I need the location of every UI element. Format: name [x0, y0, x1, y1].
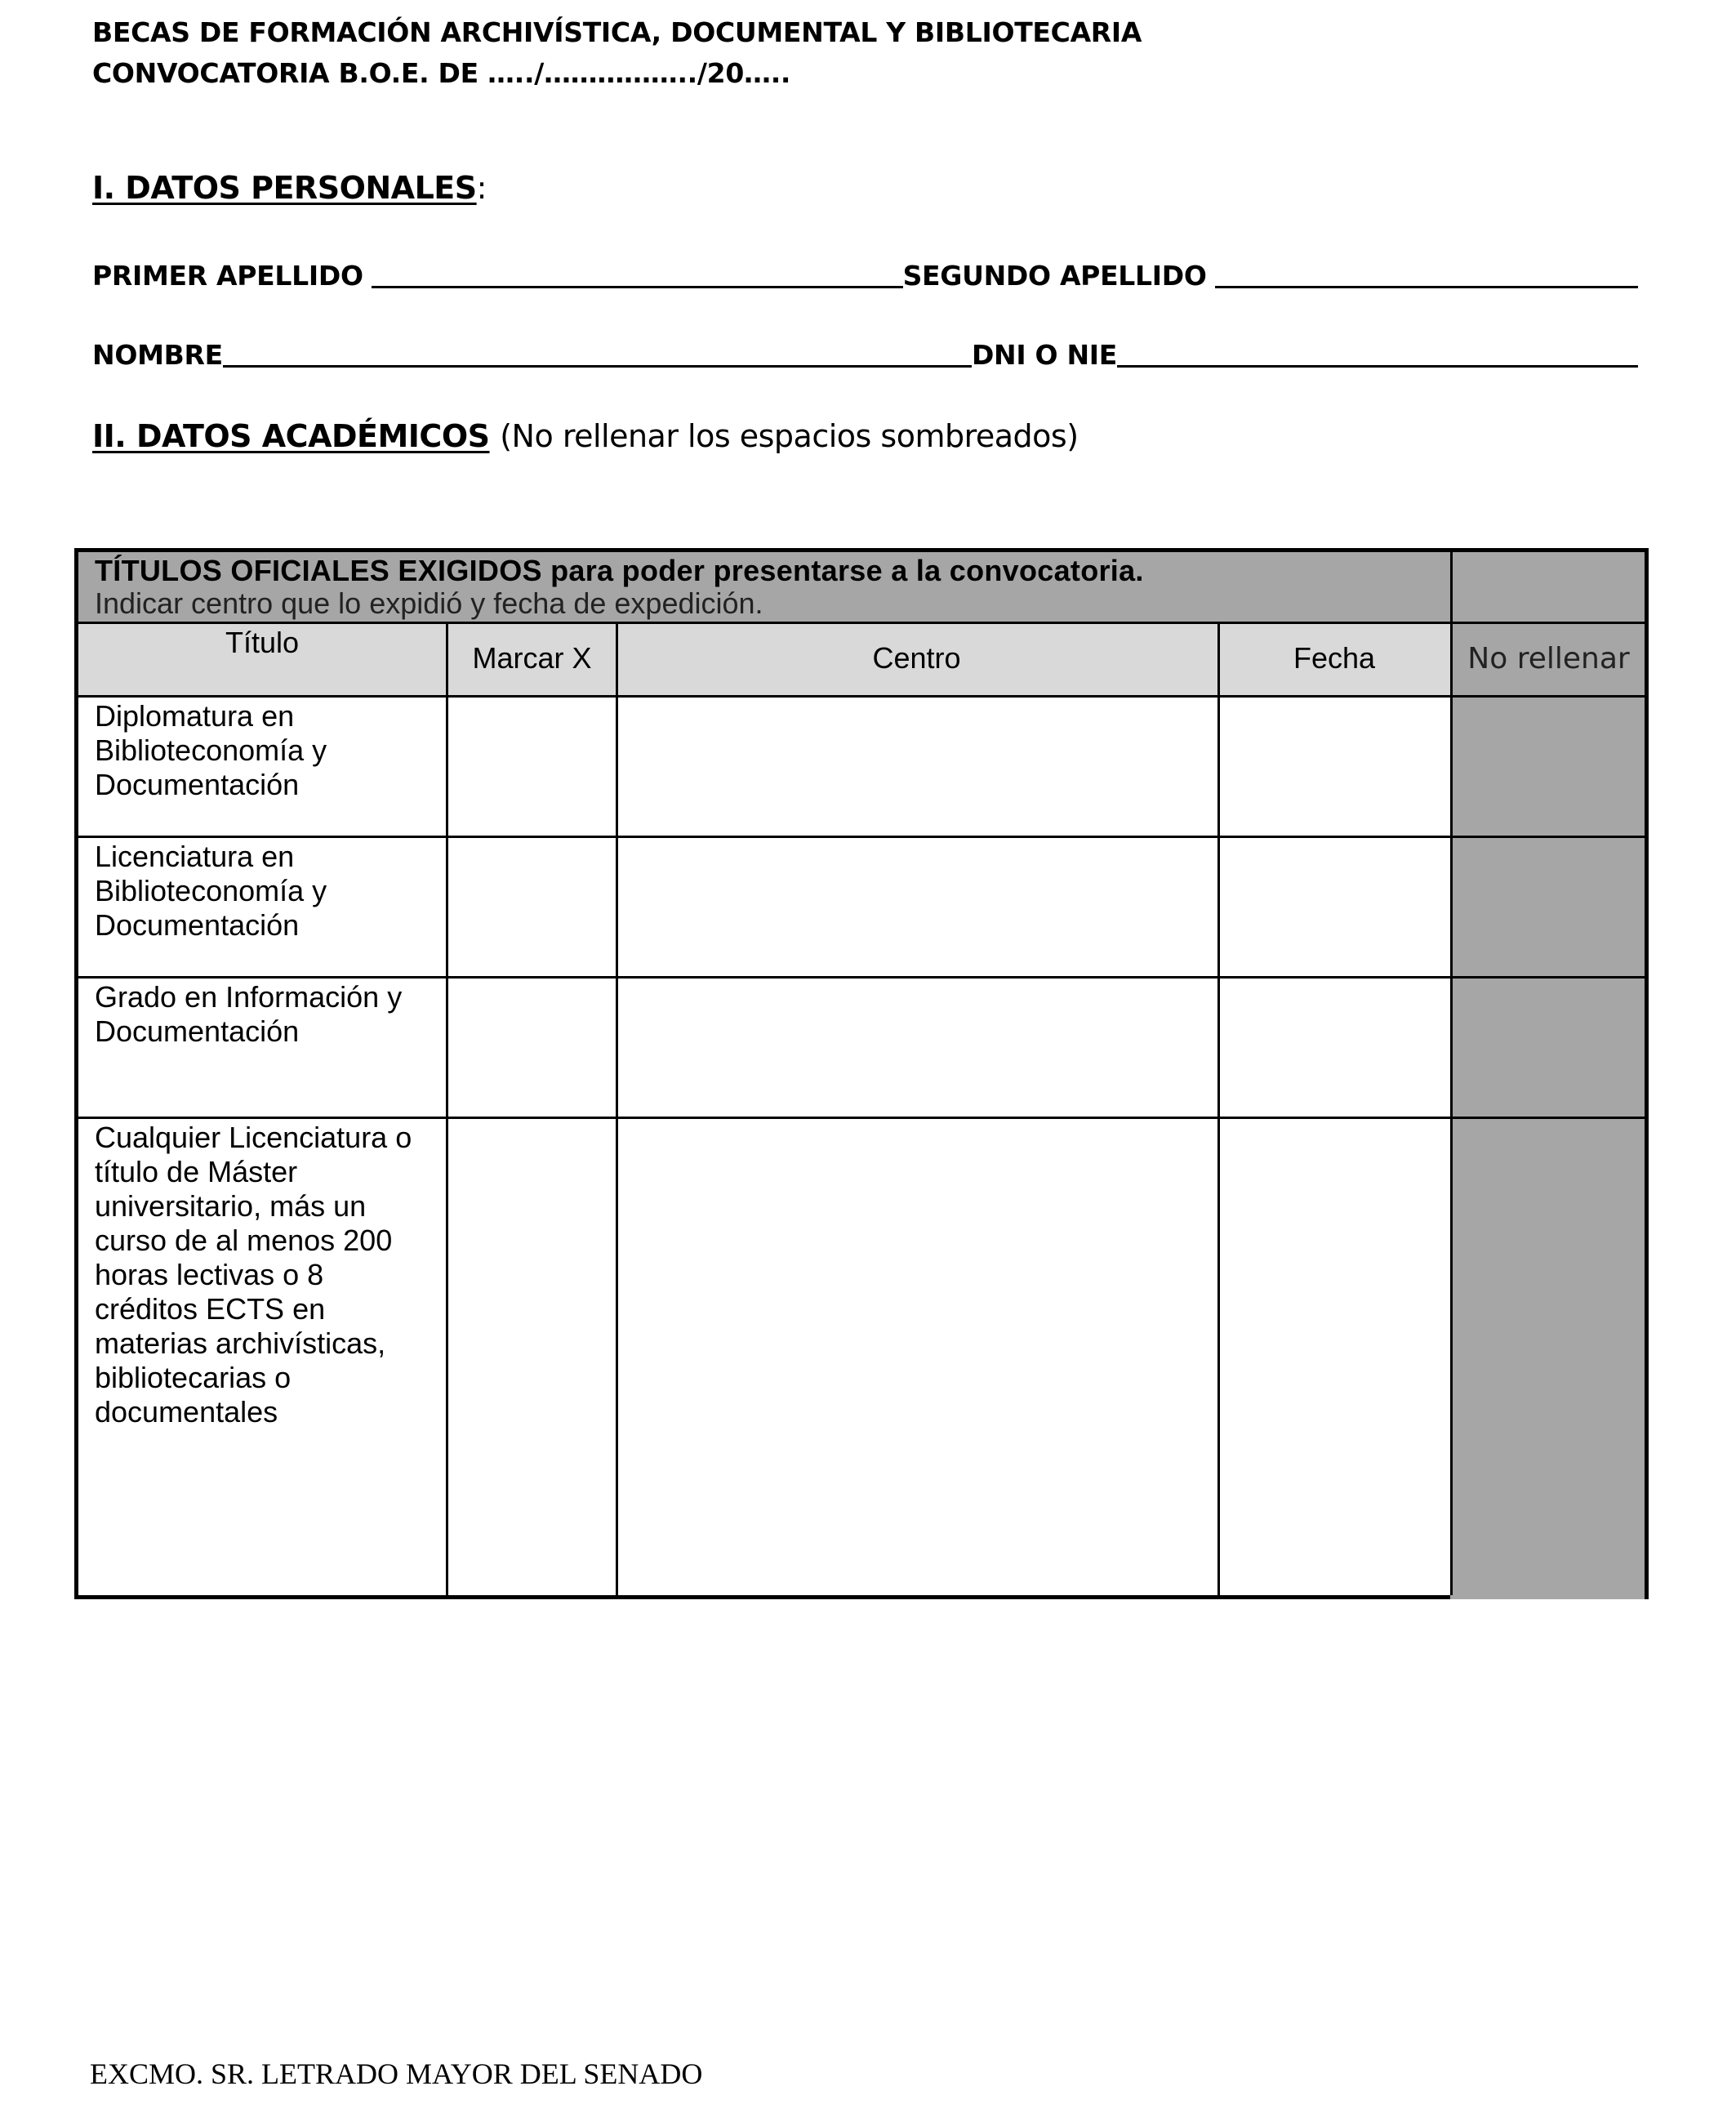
row-titulo-diplomatura: Diplomatura en Biblioteconomía y Documentación	[95, 699, 327, 801]
col-fecha-header: Fecha	[1293, 641, 1376, 675]
marcar-cell-2[interactable]	[448, 838, 616, 976]
centro-cell-3[interactable]	[618, 978, 1217, 1117]
table-caption-sub: Indicar centro que lo expidió y fecha de expedición.	[95, 586, 763, 620]
nombre-label: NOMBRE	[92, 339, 223, 371]
row-titulo-cualquier: Cualquier Licenciatura o título de Máster universitario, más un curso de al menos 200 horas lectivas o 8 créditos ECTS en materias archivísticas, bibliotecarias o documentales	[95, 1121, 412, 1429]
table-rule	[78, 836, 1645, 838]
form-header-convocatoria: CONVOCATORIA B.O.E. DE …../……………../20…..	[92, 57, 791, 89]
table-rule	[78, 976, 1645, 978]
nombre-field[interactable]	[223, 341, 972, 368]
no-rellenar-column-bg	[1450, 624, 1645, 1599]
marcar-cell-3[interactable]	[448, 978, 616, 1117]
fecha-cell-3[interactable]	[1220, 978, 1450, 1117]
table-col-rule	[446, 622, 448, 1595]
primer-apellido-label: PRIMER APELLIDO	[92, 260, 363, 292]
nombre-dni-row	[92, 339, 1638, 371]
col-marcar-header: Marcar X	[472, 641, 592, 675]
dni-field[interactable]	[1117, 341, 1638, 368]
table-rule	[78, 695, 1645, 698]
table-rule	[78, 622, 1645, 624]
section-colon: :	[476, 170, 487, 206]
form-header-title: BECAS DE FORMACIÓN ARCHIVÍSTICA, DOCUMENTAL Y BIBLIOTECARIA	[92, 16, 1142, 48]
section-datos-academicos-label: II. DATOS ACADÉMICOS	[92, 418, 490, 454]
titulos-table	[74, 548, 1649, 1599]
fecha-cell-4[interactable]	[1220, 1119, 1450, 1599]
table-col-rule	[1450, 552, 1453, 1595]
col-no-rellenar-header: No rellenar	[1467, 642, 1630, 675]
row-titulo-licenciatura: Licenciatura en Biblioteconomía y Documentación	[95, 840, 327, 942]
primer-apellido-field[interactable]	[372, 261, 903, 288]
section-datos-personales	[92, 170, 487, 206]
table-col-rule	[616, 622, 618, 1595]
col-centro-header: Centro	[872, 641, 961, 675]
footer-addressee: EXCMO. SR. LETRADO MAYOR DEL SENADO	[90, 2057, 703, 2090]
apellidos-row	[92, 260, 1638, 292]
centro-cell-2[interactable]	[618, 838, 1217, 976]
segundo-apellido-label: SEGUNDO APELLIDO	[902, 260, 1207, 292]
fecha-cell-1[interactable]	[1220, 698, 1450, 836]
col-titulo-header: Título	[225, 626, 300, 659]
marcar-cell-4[interactable]	[448, 1119, 616, 1599]
table-caption: TÍTULOS OFICIALES EXIGIDOS para poder presentarse a la convocatoria.	[95, 554, 1144, 587]
marcar-cell-1[interactable]	[448, 698, 616, 836]
section-note: (No rellenar los espacios sombreados)	[500, 418, 1079, 454]
table-rule	[78, 1117, 1645, 1119]
centro-cell-1[interactable]	[618, 698, 1217, 836]
row-titulo-grado: Grado en Información y Documentación	[95, 980, 403, 1048]
table-col-rule	[1217, 622, 1220, 1595]
fecha-cell-2[interactable]	[1220, 838, 1450, 976]
section-datos-personales-label: I. DATOS PERSONALES	[92, 170, 477, 206]
segundo-apellido-field[interactable]	[1215, 261, 1638, 288]
section-datos-academicos	[92, 418, 1079, 454]
dni-label: DNI O NIE	[971, 339, 1117, 371]
centro-cell-4[interactable]	[618, 1119, 1217, 1599]
